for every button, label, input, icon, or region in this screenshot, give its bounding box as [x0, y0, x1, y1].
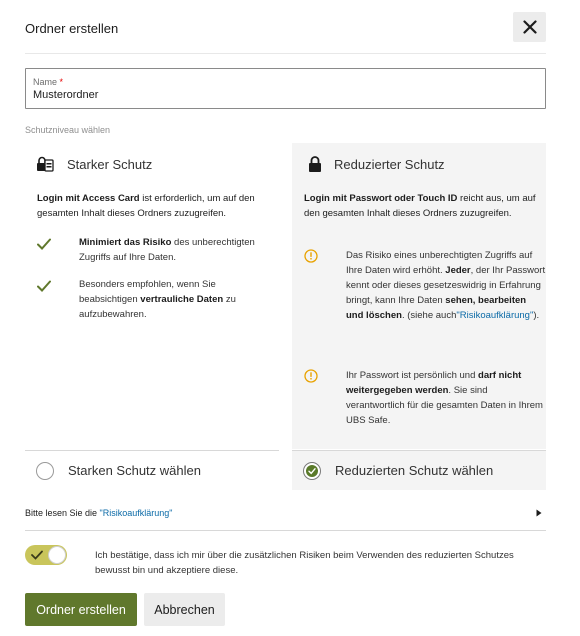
close-icon	[523, 20, 537, 34]
reduced-protection-title: Reduzierter Schutz	[334, 157, 445, 172]
confirm-toggle[interactable]	[25, 545, 67, 565]
confirm-text: Ich bestätige, dass ich mir über die zusätzlichen Risiken beim Verwenden des reduzierten Schutzes bewusst bin und akzeptiere diese.	[95, 550, 514, 576]
check-icon	[37, 279, 51, 293]
lock-card-icon	[36, 155, 54, 173]
reduced-protection-panel: Reduzierter Schutz Login mit Passwort oder Touch ID reicht aus, um auf den gesamten Inhalt dieses Ordners zuzugreifen. Das Risiko eines unberechtigten Zugriffs auf Ihre Daten wird erhöht. Jeder, der Ihr Passwort kennt oder dieses gesetzeswidrig in Erfahrung bringt, kann Ihre Daten sehen, bearbeiten und löschen. (siehe auch"Risikoaufklärung"). Ihr Passwort ist persönlich und darf nicht weitergegeben werden. Sie sind verantwortlich für die gesamten Daten in Ihrem UBS Safe.	[292, 143, 546, 449]
lock-icon	[306, 155, 324, 173]
strong-protection-title: Starker Schutz	[67, 157, 153, 172]
required-mark: *	[59, 77, 64, 87]
header-divider	[25, 53, 546, 54]
radio-checked-icon	[306, 465, 318, 477]
name-input[interactable]	[33, 89, 533, 101]
risk-disclosure-link[interactable]: "Risikoaufklärung"	[99, 508, 173, 518]
check-icon	[37, 237, 51, 251]
warning-icon	[304, 249, 318, 263]
reduced-protection-radio[interactable]	[303, 462, 321, 480]
reduced-protection-choice-label: Reduzierten Schutz wählen	[335, 463, 494, 478]
reduced-protection-radio-option[interactable]	[292, 450, 546, 490]
dialog-title: Ordner erstellen	[25, 21, 119, 36]
strong-protection-panel: Starker Schutz Login mit Access Card ist erforderlich, um auf den gesamten Inhalt dieses Ordners zuzugreifen. Minimiert das Risiko des unberechtigten Zugriffs auf Ihre Daten. Besonders empfohlen, wenn Sie beabsichtigen vertrauliche Daten zu aufzubewahren.	[25, 143, 279, 449]
close-button[interactable]	[513, 12, 546, 42]
strong-protection-radio[interactable]	[36, 462, 54, 480]
name-field[interactable]	[25, 68, 546, 109]
strong-protection-choice-label: Starken Schutz wählen	[68, 463, 201, 478]
check-icon	[31, 550, 43, 560]
protection-section-label: Schutzniveau wählen	[25, 125, 111, 135]
risk-disclosure-row[interactable]: Bitte lesen Sie die "Risikoaufklärung"	[25, 496, 546, 531]
reduced-protection-intro: Login mit Passwort oder Touch ID reicht aus, um auf den gesamten Inhalt dieses Ordners zuzugreifen.	[304, 193, 536, 219]
warning-icon	[304, 369, 318, 383]
name-field-label: Name *	[33, 77, 64, 87]
confirm-row	[25, 545, 546, 581]
toggle-knob	[48, 546, 66, 564]
chevron-right-icon	[536, 509, 542, 517]
cancel-button[interactable]: Abbrechen	[144, 593, 225, 626]
strong-protection-intro: Login mit Access Card ist erforderlich, um auf den gesamten Inhalt dieses Ordners zuzugreifen.	[37, 193, 255, 219]
risk-disclosure-link[interactable]: "Risikoaufklärung"	[456, 310, 534, 321]
create-folder-button[interactable]: Ordner erstellen	[25, 593, 137, 626]
strong-protection-radio-option[interactable]	[25, 450, 279, 490]
